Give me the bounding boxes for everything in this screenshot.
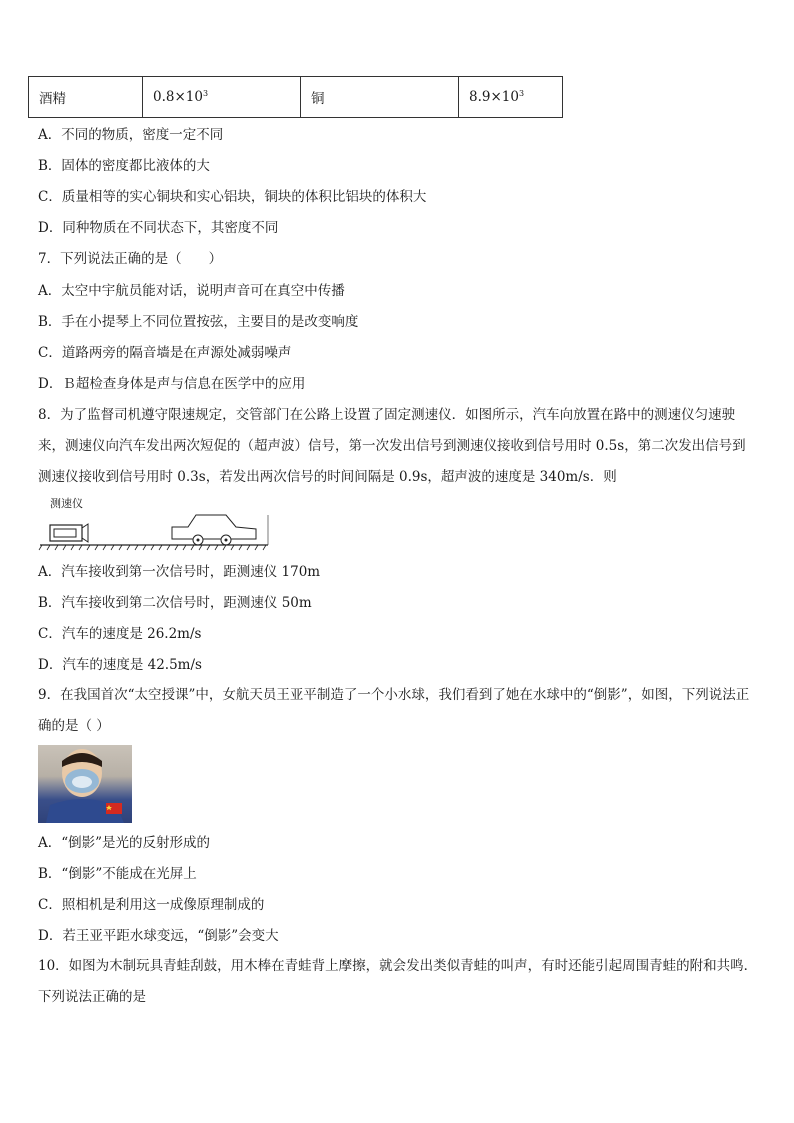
q9-option-b: B．“倒影”不能成在光屏上 — [38, 866, 197, 882]
superscript: 3 — [518, 89, 525, 98]
superscript: 3 — [202, 89, 209, 98]
q8-option-c: C．汽车的速度是 26.2m/s — [38, 626, 202, 642]
q8-option-b: B．汽车接收到第二次信号时，距测速仪 50m — [38, 595, 312, 611]
speed-camera-figure — [38, 493, 270, 551]
q7-option-d: D．Ｂ超检查身体是声与信息在医学中的应用 — [38, 376, 306, 392]
cell-text: 0.8×10 — [153, 89, 203, 105]
q6-option-c: C．质量相等的实心铜块和实心铝块，铜块的体积比铝块的体积大 — [38, 189, 427, 205]
q8-option-d: D．汽车的速度是 42.5m/s — [38, 657, 202, 673]
astronaut-illustration — [38, 745, 132, 823]
q9-stem: 9．在我国首次“太空授课”中，女航天员王亚平制造了一个小水球，我们看到了她在水球中的“倒影”，如图，下列说法正确的是（ ） — [38, 687, 750, 734]
figure-label: 测速仪 — [50, 497, 83, 510]
cell-text: 8.9×10 — [469, 89, 519, 105]
q6-option-d: D．同种物质在不同状态下，其密度不同 — [38, 220, 279, 236]
q9-option-a: A．“倒影”是光的反射形成的 — [38, 835, 211, 851]
table-cell — [459, 77, 563, 118]
q6-option-b: B．固体的密度都比液体的大 — [38, 158, 210, 174]
cell-text: 酒精 — [39, 91, 66, 107]
q8-stem: 8．为了监督司机遵守限速规定，交管部门在公路上设置了固定测速仪．如图所示，汽车向放置在路中的测速仪匀速驶来，测速仪向汽车发出两次短促的（超声波）信号，第一次发出信号到测速仪接收到信号用时 0.5s，第二次发出信号到测速仪接收到信号用时 0.3s，若发出两次信号的时间间隔是 0.9s，超声波的速度是 340m/s．则 — [38, 407, 746, 485]
q7-option-b: B．手在小提琴上不同位置按弦，主要目的是改变响度 — [38, 314, 359, 330]
cell-text: 铜 — [311, 91, 325, 107]
table-cell — [301, 77, 459, 118]
table-cell — [143, 77, 301, 118]
q7-stem: 7．下列说法正确的是（ ） — [38, 251, 223, 267]
table-row — [29, 77, 563, 118]
q9-option-c: C．照相机是利用这一成像原理制成的 — [38, 897, 265, 913]
astronaut-photo — [38, 745, 132, 823]
density-table — [28, 76, 563, 118]
q6-option-a: A．不同的物质，密度一定不同 — [38, 127, 224, 143]
q8-option-a: A．汽车接收到第一次信号时，距测速仪 170m — [38, 564, 321, 580]
table-cell — [29, 77, 143, 118]
road-diagram — [38, 493, 270, 551]
q10-stem: 10．如图为木制玩具青蛙刮鼓，用木棒在青蛙背上摩擦，就会发出类似青蛙的叫声，有时还能引起周围青蛙的附和共鸣．下列说法正确的是 — [38, 958, 758, 1005]
q7-option-a: A．太空中宇航员能对话，说明声音可在真空中传播 — [38, 283, 345, 299]
q9-option-d: D．若王亚平距水球变远，“倒影”会变大 — [38, 928, 279, 944]
q7-option-c: C．道路两旁的隔音墙是在声源处减弱噪声 — [38, 345, 292, 361]
